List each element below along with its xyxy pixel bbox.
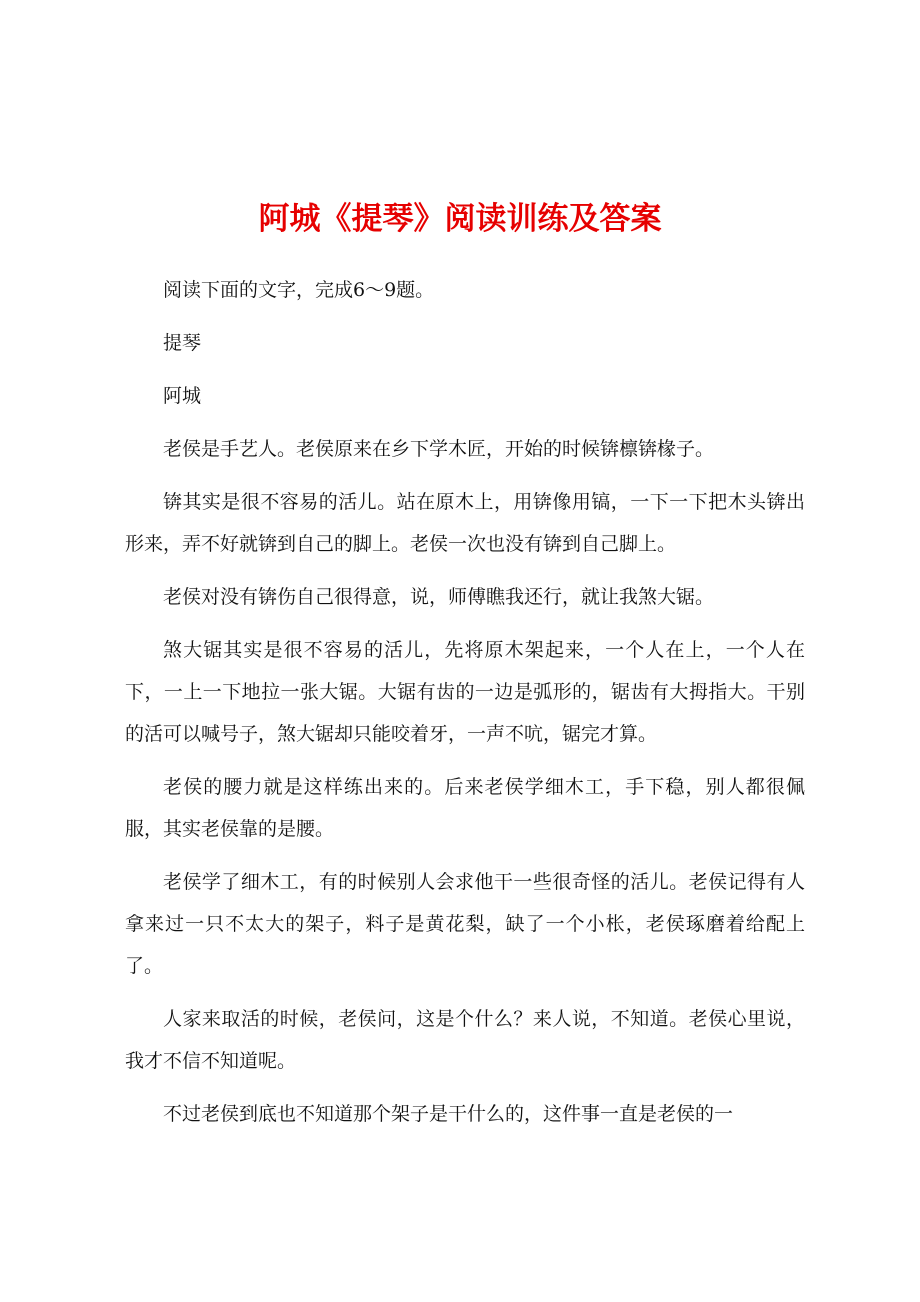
- story-author: 阿城: [163, 385, 202, 407]
- instruction-paragraph: 阅读下面的文字，完成6～9题。: [163, 279, 435, 301]
- document-body: [125, 269, 805, 1146]
- story-paragraph: 锛其实是很不容易的活儿。站在原木上，用锛像用镐，一下一下把木头锛出形来，弄不好就锛到自己的脚上。老侯一次也没有锛到自己脚上。: [125, 491, 805, 555]
- story-paragraph: 老侯对没有锛伤自己很得意，说，师傅瞧我还行，就让我煞大锯。: [163, 586, 715, 608]
- story-paragraph: 老侯的腰力就是这样练出来的。后来老侯学细木工，手下稳，别人都很佩服，其实老侯靠的是腰。: [125, 776, 805, 840]
- story-paragraph: 老侯学了细木工，有的时候别人会求他干一些很奇怪的活儿。老侯记得有人拿来过一只不太大的架子，料子是黄花梨，缺了一个小枨，老侯琢磨着给配上了。: [125, 871, 805, 977]
- story-title: 提琴: [163, 332, 202, 354]
- story-paragraph: 煞大锯其实是很不容易的活儿，先将原木架起来，一个人在上，一个人在下，一上一下地拉一张大锯。大锯有齿的一边是弧形的，锯齿有大拇指大。干别的活可以喊号子，煞大锯却只能咬着牙，一声不吭，锯完才算。: [125, 639, 805, 745]
- story-paragraph: 不过老侯到底也不知道那个架子是干什么的，这件事一直是老侯的一: [163, 1103, 734, 1125]
- story-paragraph: 老侯是手艺人。老侯原来在乡下学木匠，开始的时候锛檩锛椽子。: [163, 438, 715, 460]
- document-title: 阿城《提琴》阅读训练及答案: [258, 201, 662, 237]
- story-paragraph: 人家来取活的时候，老侯问，这是个什么？来人说，不知道。老侯心里说，我才不信不知道呢。: [125, 1008, 805, 1072]
